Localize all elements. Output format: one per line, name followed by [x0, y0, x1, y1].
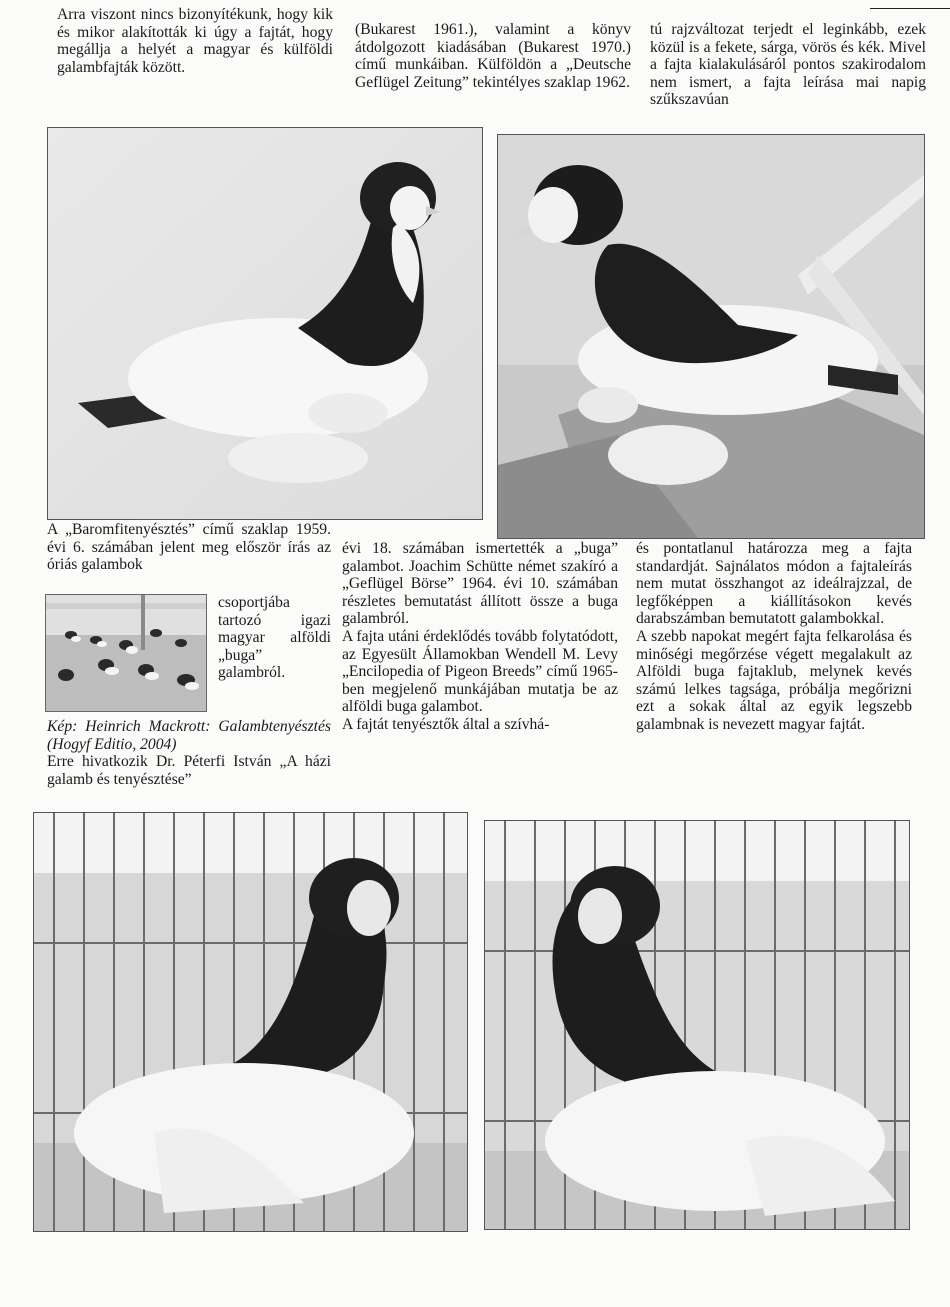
- mid-column-1-wrap: [218, 594, 331, 682]
- pigeon-photo-bottom-left: [33, 812, 468, 1232]
- top-col1-text: Arra viszont nincs bizonyítékunk, hogy kik és mikor alakították ki úgy a fajtát, hogy megállja a helyét a magyar és külföldi galambfajták között.: [57, 6, 333, 76]
- top-column-2: [355, 21, 631, 91]
- mid-col1-intro: A „Baromfitenyésztés” című szaklap 1959. évi 6. számában jelent meg először írás az óriás galambok: [47, 521, 331, 574]
- mid-col2-para-3: A fajtát tenyésztők által a szívhá-: [342, 715, 550, 733]
- mid-col1-outro: Erre hivatkozik Dr. Péterfi István „A házi galamb és tenyésztése”: [47, 753, 331, 788]
- top-column-3: [650, 21, 926, 109]
- photo-caption: Kép: Heinrich Mackrott: Galambtenyésztés (Hogyf Editio, 2004): [47, 718, 331, 753]
- mid-col3-para-2: A szebb napokat megért fajta felkarolása és minőségi megőrzése végett megalakult az Alföldi buga fajtaklub, melynek kevés számú lelkes tagsága, próbálja megőrizni ezt a sokak által az egyik legszebb galambnak is nevezett magyar fajtát.: [636, 627, 912, 733]
- mid-column-3: [636, 540, 912, 734]
- pigeon-photo-top-left: [47, 127, 483, 520]
- pigeon-flock-photo: [45, 594, 207, 712]
- mid-column-2: [342, 540, 618, 734]
- top-col3-text: tú rajzváltozat terjedt el leginkább, ezek közül is a fekete, sárga, vörös és kék. Mivel a fajta kialakulásáról pontos szakirodalom nem ismert, a fajta leírása mai napig szűkszavúan: [650, 21, 926, 109]
- pigeon-photo-top-right: [497, 134, 925, 539]
- mid-col1-wrap-text: csoportjába tartozó igazi magyar alföldi „buga” galambról.: [218, 594, 331, 682]
- top-column-1: [57, 6, 333, 76]
- mid-col2-para-1: évi 18. számában ismertették a „buga” galambot. Joachim Schütte német szakíró a „Geflügel Börse” 1964. évi 10. számában részletes bemutatást állított össze a buga galambról.: [342, 540, 618, 628]
- pigeon-photo-bottom-right: [484, 820, 910, 1230]
- top-col2-text: (Bukarest 1961.), valamint a könyv átdolgozott kiadásában (Bukarest 1970.) című munkáiban. Külföldön a „Deutsche Geflügel Zeitung” tekintélyes szaklap 1962.: [355, 21, 631, 91]
- mid-col3-para-1: és pontatlanul határozza meg a fajta standardját. Sajnálatos módon a fajtaleírás nem mutat összhangot az ideálrajzzal, de legfőképpen a kiállításokon kevés darabszámban bemutatott galambokkal.: [636, 540, 912, 628]
- mid-column-1: [47, 521, 331, 574]
- mid-col2-para-2: A fajta utáni érdeklődés tovább folytatódott, az Egyesült Államokban Wendell M. Levy „Encilopedia of Pigeon Breeds” című 1965-ben megjelenő munkájában mutatja be az alföldi buga galambot.: [342, 627, 618, 716]
- mid-column-1-lower: [47, 718, 331, 788]
- top-rule: [870, 8, 950, 9]
